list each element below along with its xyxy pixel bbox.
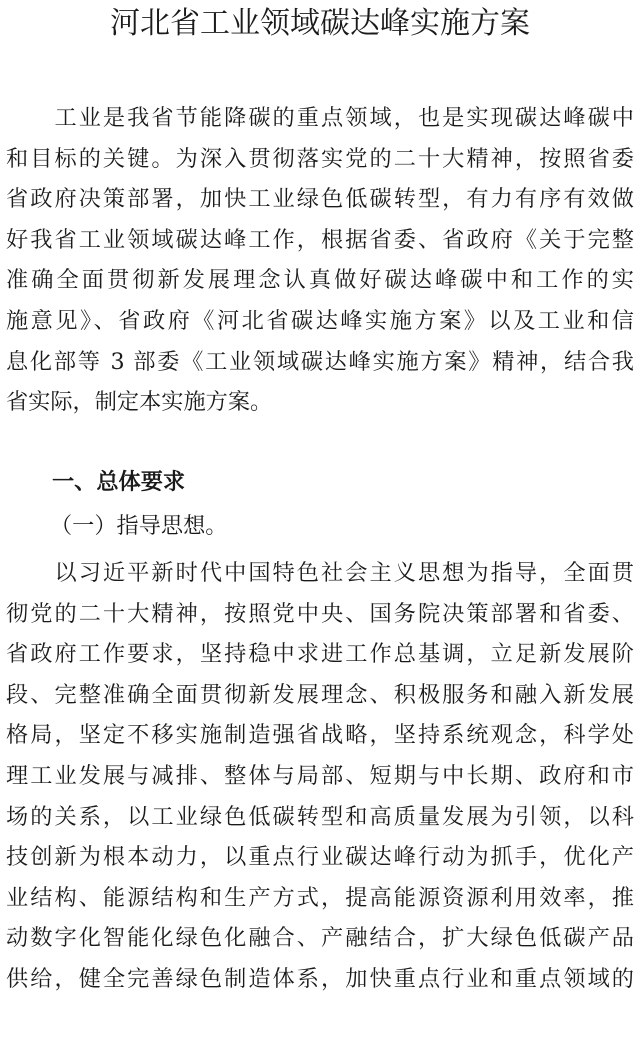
- intro-line: 工业是我省节能降碳的重点领域，也是实现碳达峰碳中: [6, 105, 634, 131]
- subsection-heading: （一）指导思想。: [50, 513, 228, 539]
- body-line: 供给，健全完善绿色制造体系，加快重点行业和重点领域的: [6, 965, 634, 992]
- body-line: 彻党的二十大精神，按照党中央、国务院决策部署和省委、: [6, 600, 634, 627]
- body-line: 动数字化智能化绿色化融合、产融结合，扩大绿色低碳产品: [6, 925, 634, 952]
- intro-line: 和目标的关键。为深入贯彻落实党的二十大精神，按照省委: [6, 145, 634, 172]
- intro-line: 息化部等 3 部委《工业领域碳达峰实施方案》精神，结合我: [6, 348, 634, 375]
- guiding-ideology-paragraph: [6, 553, 634, 1041]
- intro-line: 省政府决策部署，加快工业绿色低碳转型，有力有序有效做: [6, 186, 634, 213]
- document-title: 河北省工业领域碳达峰实施方案: [110, 6, 530, 41]
- intro-line: 施意见》、省政府《河北省碳达峰实施方案》以及工业和信: [6, 307, 634, 334]
- body-line: 理工业发展与减排、整体与局部、短期与中长期、政府和市: [6, 762, 634, 789]
- intro-line: 省实际，制定本实施方案。: [6, 389, 273, 416]
- body-line: 段、完整准确全面贯彻新发展理念、积极服务和融入新发展: [6, 681, 634, 708]
- body-line: 技创新为根本动力，以重点行业碳达峰行动为抓手，优化产: [6, 844, 634, 871]
- intro-line: 好我省工业领域碳达峰工作，根据省委、省政府《关于完整: [6, 226, 634, 253]
- body-line: 业结构、能源结构和生产方式，提高能源资源利用效率，推: [6, 884, 634, 911]
- intro-paragraph: [6, 98, 634, 463]
- section-heading: 一、总体要求: [52, 469, 186, 495]
- body-line: 场的关系，以工业绿色低碳转型和高质量发展为引领，以科: [6, 803, 634, 830]
- body-line: 省政府工作要求，坚持稳中求进工作总基调，立足新发展阶: [6, 641, 634, 668]
- body-line: 以习近平新时代中国特色社会主义思想为指导，全面贯: [6, 560, 634, 586]
- body-line: 格局，坚定不移实施制造强省战略，坚持系统观念，科学处: [6, 722, 634, 749]
- intro-line: 准确全面贯彻新发展理念认真做好碳达峰碳中和工作的实: [6, 267, 634, 294]
